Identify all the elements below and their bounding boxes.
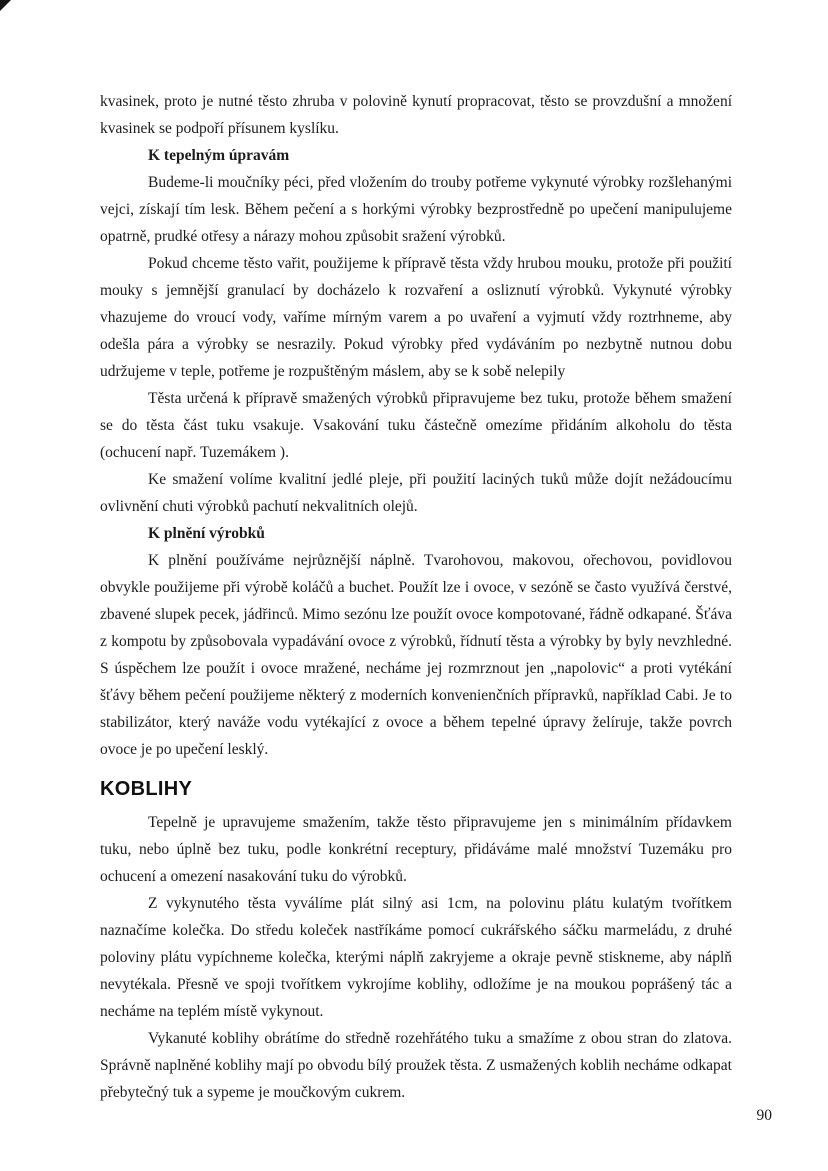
body-paragraph: Těsta určená k přípravě smažených výrobků připravujeme bez tuku, protože během smažení se do těsta část tuku vsakuje. Vsakování tuku částečně omezíme přidáním alkoholu do těsta (ochucení např. Tuzemákem ). (100, 390, 732, 461)
body-paragraph: Tepelně je upravujeme smažením, takže těsto připravujeme jen s minimálním přídavkem tuku, nebo úplně bez tuku, podle konkrétní receptury, přidáváme malé množství Tuzemáku pro ochucení a omezení nasakování tuku do výrobků. (100, 814, 732, 885)
subheading-tepelne-upravy: K tepelným úpravám (148, 147, 290, 164)
body-paragraph: Ke smažení volíme kvalitní jedlé pleje, při použití laciných tuků může dojít nežádoucímu ovlivnění chuti výrobků pachutí nekvalitních olejů. (100, 471, 732, 515)
body-paragraph: Pokud chceme těsto vařit, použijeme k přípravě těsta vždy hrubou mouku, protože při použití mouky s jemnější granulací by docházelo k rozvaření a osliznutí výrobků. Vykynuté výrobky vhazujeme do vroucí vody, vaříme mírným varem a po uvaření a vyjmutí vždy roztrhneme, aby odešla pára a výrobky se nesrazily. Pokud výrobky před vydáváním po nezbytně nutnou dobu udržujeme v teple, potřeme je rozpuštěným máslem, aby se k sobě nelepily (100, 255, 732, 380)
section-heading-koblihy: KOBLIHY (100, 778, 193, 800)
body-paragraph: K plnění používáme nejrůznější náplně. Tvarohovou, makovou, ořechovou, povidlovou obvykle použijeme při výrobě koláčů a buchet. Použít lze i ovoce, v sezóně se často využívá čerstvé, zbavené slupek pecek, jádřinců. Mimo sezónu lze použít ovoce kompotované, řádně odkapané. Šťáva z kompotu by způsobovala vypadávání ovoce z výrobků, řídnutí těsta a výrobky by byly nevzhledné. S úspěchem lze použít i ovoce mražené, necháme jej rozmrznout jen „napolovic“ a proti vytékání šťávy během pečení použijeme některý z moderních konvenienčních přípravků, například Cabi. Je to stabilizátor, který naváže vodu vytékající z ovoce a během tepelné úpravy želíruje, takže povrch ovoce je po upečení lesklý. (100, 552, 732, 758)
body-paragraph: Vykanuté koblihy obrátíme do středně rozehřátého tuku a smažíme z obou stran do zlatova. Správně naplněné koblihy mají po obvodu bílý proužek těsta. Z usmažených koblih necháme odkapat přebytečný tuk a sypeme je moučkovým cukrem. (100, 1030, 732, 1101)
scan-corner-artifact (0, 0, 11, 11)
body-paragraph: Budeme-li moučníky péci, před vložením do trouby potřeme vykynuté výrobky rozšlehanými vejci, získají tím lesk. Během pečení a s horkými výrobky bezprostředně po upečení manipulujeme opatrně, prudké otřesy a nárazy mohou způsobit sražení výrobků. (100, 174, 732, 245)
page-number: 90 (756, 1107, 772, 1124)
body-paragraph: Z vykynutého těsta vyválíme plát silný asi 1cm, na polovinu plátu kulatým tvořítkem naznačíme kolečka. Do středu koleček nastříkáme pomocí cukrářského sáčku marmeládu, z druhé poloviny plátu vypíchneme kolečka, kterými náplň zakryjeme a okraje pevně stiskneme, aby náplň nevytékala. Přesně ve spoji tvořítkem vykrojíme koblihy, odložíme je na moukou poprášený tác a necháme na teplém místě vykynout. (100, 895, 732, 1020)
body-paragraph-continuation: kvasinek, proto je nutné těsto zhruba v polovině kynutí propracovat, těsto se provzdušní a množení kvasinek se podpoří přísunem kyslíku. (100, 93, 732, 137)
subheading-plneni-vyrobku: K plnění výrobků (148, 525, 265, 542)
page-content (100, 88, 732, 1106)
